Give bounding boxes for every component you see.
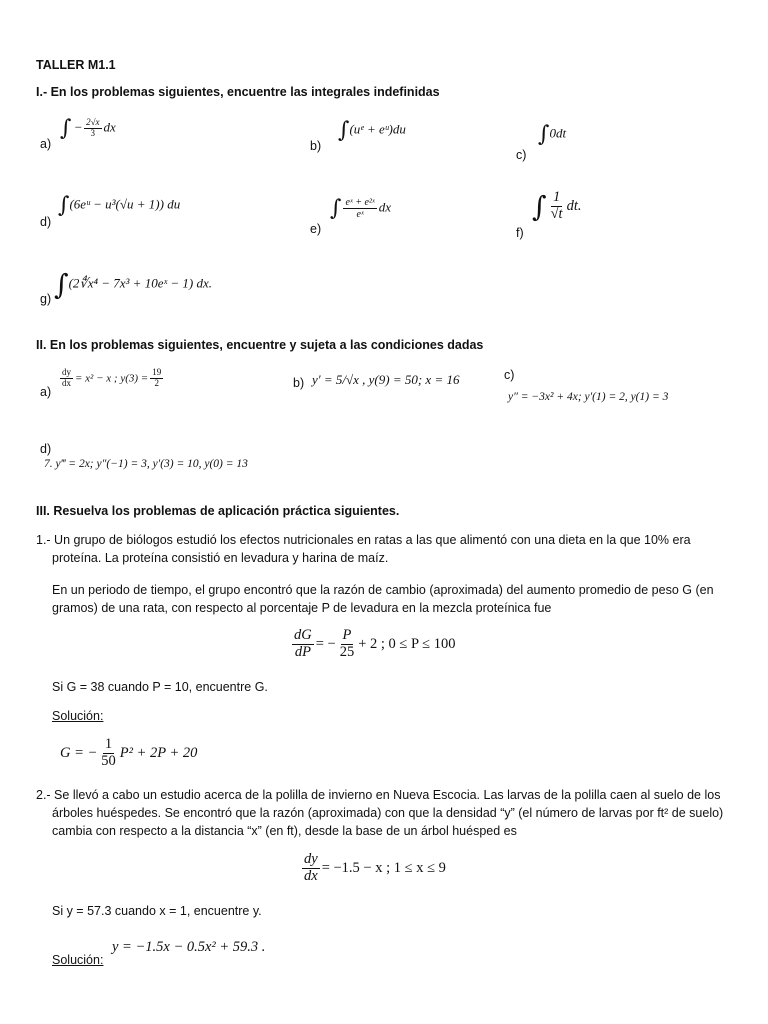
item-1a-expr: ∫ − $\frac{2√x}{3}$ dx — [60, 116, 116, 141]
item-2d-label: d) — [40, 442, 52, 456]
item-1a-label: a) — [40, 137, 52, 151]
item-1d-expr: ∫(6eᵘ − u³(√u + 1)) du — [58, 193, 181, 218]
item-1g-expr: ∫(2∜x⁴ − 7x³ + 10eˣ − 1) dx. — [54, 268, 213, 301]
item-2b-expr: y′ = 5/√x , y(9) = 50; x = 16 — [312, 372, 460, 387]
problem-1-line-1: 1.- Un grupo de biólogos estudió los efectos nutricionales en ratas a las que alimentó con una dieta en la que 10% era — [36, 533, 691, 547]
section-1-heading: I.- En los problemas siguientes, encuentre las integrales indefinidas — [36, 85, 440, 99]
problem-2-line-2: árboles huéspedes. Se encontró que la razón (aproximada) con que la densidad “y” (el número de larvas por ft² de suelo) — [52, 806, 724, 820]
item-2c-label: c) — [504, 368, 515, 382]
item-1f-expr: ∫ $\frac{1}{√t}$ dt. — [532, 189, 582, 223]
problem-2-solution-label: Solución: — [52, 953, 104, 967]
item-1g-label: g) — [40, 292, 52, 306]
item-2d-expr: 7. y‴ = 2x; y″(−1) = 3, y′(3) = 10, y(0) = 13 — [44, 458, 248, 470]
problem-1-line-3: En un periodo de tiempo, el grupo encontró que la razón de cambio (aproximada) del aumento promedio de peso G (en — [52, 583, 714, 597]
item-1b-expr: ∫(uᵉ + eᵘ)du — [338, 118, 406, 143]
problem-1-condition: Si G = 38 cuando P = 10, encuentre G. — [52, 680, 268, 694]
item-1f-label: f) — [516, 226, 524, 240]
section-2-heading: II. En los problemas siguientes, encuentre y sujeta a las condiciones dadas — [36, 338, 484, 352]
problem-1-line-4: gramos) de una rata, con respecto al porcentaje P de levadura en la mezcla proteínica fue — [52, 601, 552, 615]
item-1e-label: e) — [310, 222, 322, 236]
problem-2-line-1: 2.- Se llevó a cabo un estudio acerca de la polilla de invierno en Nueva Escocia. Las larvas de la polilla caen al suelo de los — [36, 788, 721, 802]
section-3-heading: III. Resuelva los problemas de aplicación práctica siguientes. — [36, 504, 400, 518]
item-2b-label: b) — [293, 376, 305, 390]
problem-2-solution: y = −1.5x − 0.5x² + 59.3 . — [112, 939, 266, 955]
item-1c-expr: ∫0dt — [538, 122, 567, 147]
item-1b-label: b) — [310, 139, 322, 153]
problem-1-solution-label: Solución: — [52, 709, 104, 723]
item-2c-expr: y″ = −3x² + 4x; y′(1) = 2, y(1) = 3 — [508, 391, 669, 403]
problem-2-line-3: cambia con respecto a la distancia “x” (en ft), desde la base de un árbol huésped es — [52, 824, 517, 838]
problem-1-equation: $\frac{dG}{dP}$ = − $\frac{P}{25}$ + 2 ; 0 ≤ P ≤ 100 — [294, 627, 456, 660]
item-1e-expr: ∫ $\frac{\text{eˣ + e²ˣ}}{\text{eˣ}}$ dx — [330, 196, 392, 221]
problem-1-line-2: proteína. La proteína consistió en levadura y harina de maíz. — [52, 551, 389, 565]
item-2a-expr: $\frac{dy}{dx}$ = x² − x ; y(3) = $\frac{19}{2}$ — [62, 367, 162, 388]
item-1c-label: c) — [516, 148, 527, 162]
problem-1-solution: G = − $\frac{1}{50}$ P² + 2P + 20 — [60, 736, 198, 769]
item-2a-label: a) — [40, 385, 52, 399]
problem-2-condition: Si y = 57.3 cuando x = 1, encuentre y. — [52, 904, 262, 918]
page-title: TALLER M1.1 — [36, 58, 116, 72]
item-1d-label: d) — [40, 215, 52, 229]
problem-2-equation: $\frac{dy}{dx}$ = −1.5 − x ; 1 ≤ x ≤ 9 — [304, 851, 446, 884]
